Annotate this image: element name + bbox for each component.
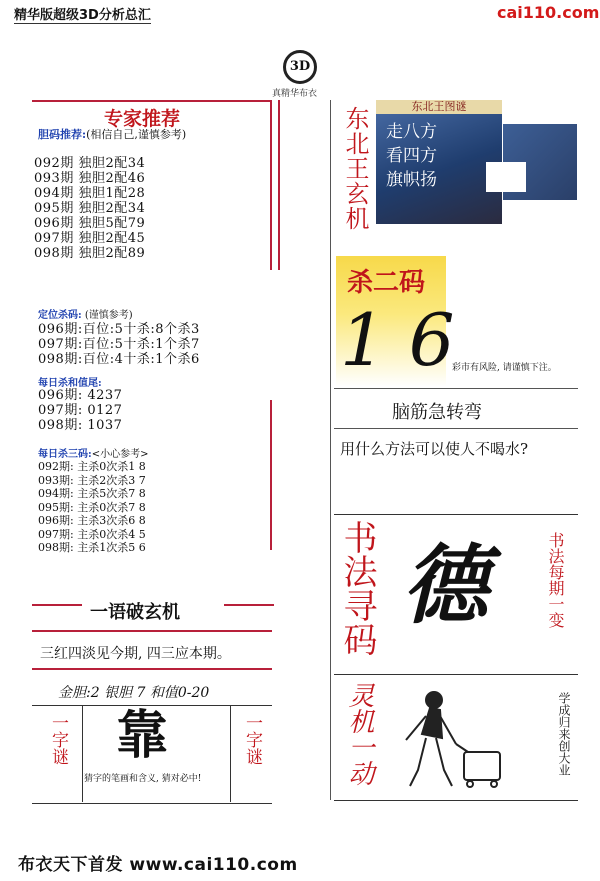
northeast-line: 走八方 (386, 122, 437, 142)
kill-two-label: 杀二码 (347, 268, 426, 298)
position-kill-list (38, 322, 200, 367)
logo-emblem: 3D (283, 50, 317, 84)
northeast-image-lines (386, 120, 437, 192)
site-domain[interactable]: cai110.com (497, 3, 600, 22)
list-item: 097期:百位:5十杀:1个杀7 (38, 337, 200, 352)
expert-subtitle (38, 126, 186, 142)
daily-kill-list (38, 388, 122, 433)
divider (32, 100, 270, 102)
divider (334, 674, 578, 675)
northeast-title: 东北王玄机 (341, 106, 369, 231)
daily-kill3-list (38, 460, 146, 555)
expert-list (34, 156, 145, 261)
footer-text: 布衣天下首发 www.cai110.com (18, 855, 298, 875)
suitcase-icon (456, 744, 500, 787)
word-riddle-char: 靠 (116, 705, 169, 766)
word-riddle-right-label: 一字谜 (242, 714, 262, 765)
list-item: 095期: 主杀0次杀7 8 (38, 500, 146, 514)
northeast-line: 旗帜扬 (386, 170, 437, 190)
traveller-figure (406, 692, 456, 786)
brush-text: 灵机一动 (344, 682, 374, 786)
position-kill-label-row (38, 306, 133, 321)
kill-two-digits: 1 6 (340, 298, 455, 382)
list-item: 098期: 主杀1次杀5 6 (38, 541, 146, 554)
divider (32, 630, 272, 632)
divider (270, 100, 272, 270)
divider (32, 604, 82, 606)
list-item: 094期: 主杀5次杀7 8 (38, 487, 146, 500)
list-item: 097期: 主杀0次杀4 5 (38, 527, 146, 541)
brain-question: 用什么方法可以使人不喝水? (340, 440, 529, 458)
list-item: 097期 独胆2配45 (34, 231, 146, 246)
riddle-heading: 一语破玄机 (90, 602, 180, 623)
daily-kill-label: 每日杀和值尾: (38, 378, 102, 389)
daily-kill3-label: 每日杀三码: (38, 449, 92, 460)
divider (32, 803, 272, 804)
list-item: 097期: 0127 (38, 403, 123, 418)
divider (334, 514, 578, 515)
divider (334, 388, 578, 389)
list-item: 098期 独胆2配89 (34, 246, 146, 261)
divider (32, 668, 272, 670)
list-item: 093期 独胆2配46 (34, 171, 146, 186)
divider (334, 800, 578, 801)
position-kill-label: 定位杀码: (38, 310, 82, 321)
decorative-block (486, 162, 526, 192)
expert-subtitle-label: 胆码推荐: (38, 128, 87, 141)
list-item: 095期 独胆2配34 (34, 201, 146, 216)
gold-text: 金胆:2 银胆 7 和值0-20 (58, 685, 210, 701)
riddle-text: 三红四淡见今期, 四三应本期。 (40, 646, 231, 662)
expert-subtitle-note: (相信自己,谨慎参考) (86, 128, 187, 141)
kill-two-disclaimer: 彩市有风险, 请谨慎下注。 (452, 363, 557, 373)
list-item: 098期: 1037 (38, 418, 123, 433)
divider (230, 706, 231, 802)
divider (224, 604, 274, 606)
page-title: 精华版超级3D分析总汇 (14, 4, 151, 24)
daily-kill3-label-row (38, 445, 148, 460)
divider (330, 100, 331, 800)
northeast-image-title: 东北王图谜 (376, 100, 502, 114)
position-kill-note: (谨慎参考) (84, 310, 133, 321)
list-item: 096期: 4237 (38, 388, 123, 403)
list-item: 093期: 主杀2次杀3 7 (38, 473, 146, 487)
traveller-illustration (386, 686, 536, 798)
divider (270, 400, 272, 550)
side-text: 学成归来创大业 (557, 692, 571, 776)
list-item: 094期 独胆1配28 (34, 186, 146, 201)
divider (334, 428, 578, 429)
list-item: 092期: 主杀0次杀1 8 (38, 460, 146, 473)
calligraphy-char: 德 (402, 535, 488, 636)
list-item: 096期: 主杀3次杀6 8 (38, 514, 146, 527)
expert-heading: 专家推荐 (104, 108, 181, 130)
word-riddle-left-label: 一字谜 (48, 714, 68, 765)
divider (82, 706, 83, 802)
logo-caption: 真精华布衣 (272, 89, 318, 99)
daily-kill3-note: <小心参考> (91, 449, 149, 460)
brain-heading: 脑筋急转弯 (392, 402, 482, 423)
list-item: 098期:百位:4十杀:1个杀6 (38, 352, 200, 367)
list-item: 092期 独胆2配34 (34, 156, 146, 171)
calligraphy-title: 书法寻码 (337, 520, 377, 656)
divider (278, 100, 280, 270)
list-item: 096期:百位:5十杀:8个杀3 (38, 322, 200, 337)
word-riddle-hint: 猜字的笔画和含义, 猜对必中! (84, 774, 202, 784)
calligraphy-side-note: 书法每期一变 (546, 532, 565, 628)
list-item: 096期 独胆5配79 (34, 216, 146, 231)
northeast-line: 看四方 (386, 146, 437, 166)
northeast-image (376, 100, 502, 224)
